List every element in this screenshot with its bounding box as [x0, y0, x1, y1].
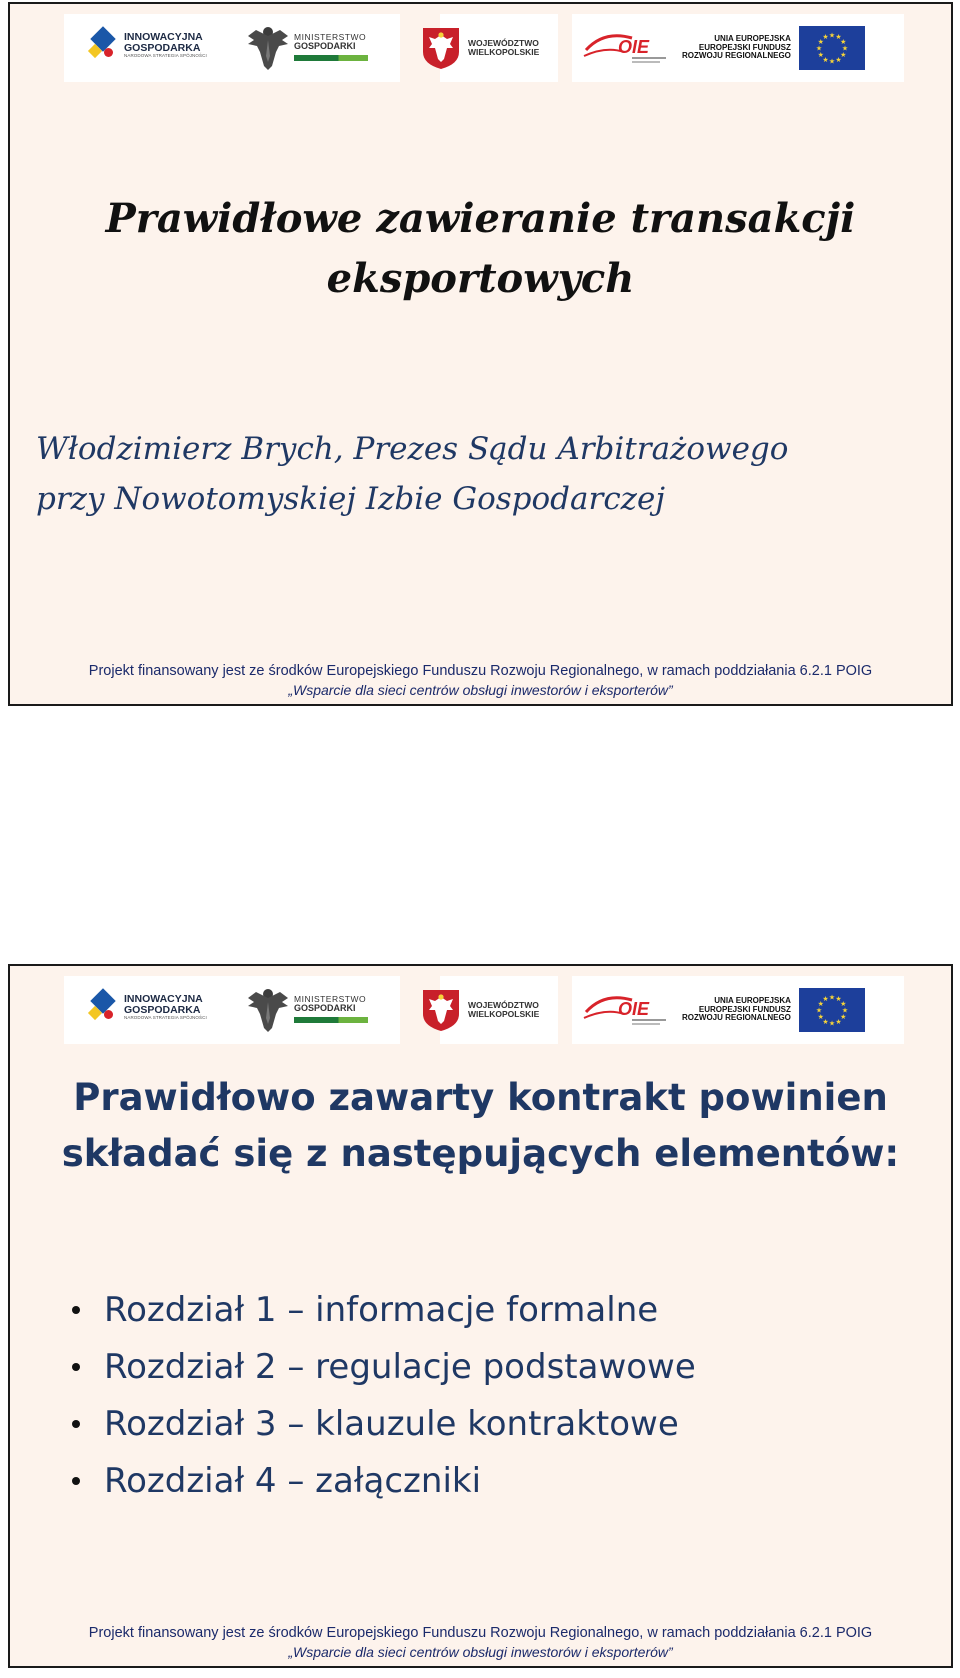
eu-star-icon: ★: [840, 38, 847, 46]
eu-star-icon: ★: [828, 57, 836, 66]
list-item: [72, 1396, 696, 1453]
eu-star-icon: ★: [822, 1017, 829, 1026]
list-item-text: Rozdział 4 – załączniki: [104, 1461, 482, 1501]
funding-footer: [10, 1624, 951, 1662]
logo-text: ROZWOJU REGIONALNEGO: [682, 1013, 791, 1023]
footer-line: Projekt finansowany jest ze środków Europejskiego Funduszu Rozwoju Regionalnego, w ramach poddziałania 6.2.1 POIG: [88, 663, 873, 679]
eu-star-icon: ★: [841, 1006, 849, 1015]
ministerstwo-gospodarki-logo: [246, 22, 368, 72]
eu-star-icon: ★: [815, 44, 823, 53]
logo-text: UNIA EUROPEJSKA: [714, 996, 791, 1006]
bullet-icon: [72, 1306, 80, 1314]
presentation-title: [10, 189, 951, 309]
author-line: Włodzimierz Brych, Prezes Sądu Arbitrażowego: [36, 431, 789, 467]
logo-text: GOSPODARKA: [124, 1003, 201, 1016]
oie-mark-icon: [580, 988, 678, 1032]
wojewodztwo-wielkopolskie-logo: [422, 988, 539, 1032]
logo-text: NARODOWA STRATEGIA SPÓJNOŚCI: [124, 52, 207, 58]
author-line: przy Nowotomyskiej Izbie Gospodarczej: [36, 481, 665, 517]
innowacyjna-gospodarka-logo: [90, 990, 207, 1024]
eu-star-icon: ★: [822, 55, 829, 64]
logo-text: OIE: [618, 37, 650, 57]
list-item: [72, 1282, 696, 1339]
eu-star-icon: ★: [828, 993, 836, 1002]
eu-star-icon: ★: [817, 1013, 824, 1021]
logo-text: WOJEWÓDZTWO: [468, 1000, 539, 1011]
logo-text: OIE: [618, 999, 650, 1019]
eu-flag-icon: [799, 26, 865, 70]
eagle-icon: [246, 22, 290, 72]
chapter-list: [72, 1282, 696, 1510]
funding-footer: [10, 662, 951, 700]
logo-text: WIELKOPOLSKIE: [468, 47, 540, 57]
unia-europejska-logo: [682, 988, 865, 1032]
author-info: [36, 424, 788, 524]
list-item-text: Rozdział 3 – klauzule kontraktowe: [104, 1404, 679, 1444]
logo-strip: [64, 14, 904, 84]
heading-line: składać się z następujących elementów:: [61, 1132, 900, 1175]
coat-of-arms-icon: [422, 988, 460, 1032]
footer-line: „Wsparcie dla sieci centrów obsługi inwestorów i eksporterów”: [288, 1644, 673, 1660]
bullet-icon: [72, 1420, 80, 1428]
eu-star-icon: ★: [840, 51, 847, 59]
logo-text: NARODOWA STRATEGIA SPÓJNOŚCI: [124, 1014, 207, 1020]
eagle-icon: [246, 984, 290, 1034]
logo-stripe: [294, 55, 368, 61]
logo-text: EUROPEJSKI FUNDUSZ: [698, 42, 791, 52]
eu-star-icon: ★: [835, 995, 842, 1004]
innowacyjna-gospodarka-logo: [90, 28, 207, 62]
logo-text: WOJEWÓDZTWO: [468, 38, 539, 49]
list-item-text: Rozdział 1 – informacje formalne: [104, 1290, 659, 1330]
list-item-text: Rozdział 2 – regulacje podstawowe: [104, 1347, 696, 1387]
eu-star-icon: ★: [835, 1017, 842, 1026]
innowacyjna-mark-icon: [90, 990, 116, 1024]
eu-star-icon: ★: [835, 55, 842, 64]
slide-title: [8, 2, 953, 706]
logo-text: WIELKOPOLSKIE: [468, 1009, 540, 1019]
eu-star-icon: ★: [822, 33, 829, 42]
slide-heading: [10, 1070, 951, 1182]
innowacyjna-mark-icon: [90, 28, 116, 62]
title-line: eksportowych: [326, 255, 635, 302]
logo-text: ROZWOJU REGIONALNEGO: [682, 51, 791, 61]
eu-star-icon: ★: [822, 995, 829, 1004]
eu-star-icon: ★: [817, 1000, 824, 1008]
title-line: Prawidłowe zawieranie transakcji: [105, 195, 856, 242]
eu-star-icon: ★: [840, 1000, 847, 1008]
eu-star-icon: ★: [841, 44, 849, 53]
unia-europejska-logo: [682, 26, 865, 70]
oie-mark-icon: [580, 26, 678, 70]
logo-text: INNOWACYJNA: [124, 30, 203, 43]
eu-star-icon: ★: [835, 33, 842, 42]
coat-of-arms-icon: [422, 26, 460, 70]
bullet-icon: [72, 1477, 80, 1485]
footer-line: Projekt finansowany jest ze środków Europejskiego Funduszu Rozwoju Regionalnego, w ramach poddziałania 6.2.1 POIG: [88, 1625, 873, 1641]
oie-logo: [580, 26, 678, 70]
eu-star-icon: ★: [828, 1019, 836, 1028]
eu-star-icon: ★: [828, 31, 836, 40]
logo-stripe: [294, 1017, 368, 1023]
logo-text: GOSPODARKI: [294, 41, 356, 52]
logo-text: MINISTERSTWO: [294, 994, 367, 1005]
logo-text: EUROPEJSKI FUNDUSZ: [698, 1004, 791, 1014]
eu-star-icon: ★: [817, 38, 824, 46]
list-item: [72, 1339, 696, 1396]
logo-text: UNIA EUROPEJSKA: [714, 34, 791, 44]
eu-star-icon: ★: [817, 51, 824, 59]
ministerstwo-gospodarki-logo: [246, 984, 368, 1034]
logo-text: INNOWACYJNA: [124, 992, 203, 1005]
logo-text: GOSPODARKI: [294, 1003, 356, 1014]
logo-strip: [64, 976, 904, 1046]
footer-line: „Wsparcie dla sieci centrów obsługi inwestorów i eksporterów”: [288, 682, 673, 698]
heading-line: Prawidłowo zawarty kontrakt powinien: [73, 1076, 888, 1119]
logo-text: MINISTERSTWO: [294, 32, 367, 43]
eu-star-icon: ★: [815, 1006, 823, 1015]
list-item: [72, 1453, 696, 1510]
slide-contract-elements: [8, 964, 953, 1668]
wojewodztwo-wielkopolskie-logo: [422, 26, 539, 70]
eu-flag-icon: [799, 988, 865, 1032]
bullet-icon: [72, 1363, 80, 1371]
eu-star-icon: ★: [840, 1013, 847, 1021]
logo-text: GOSPODARKA: [124, 41, 201, 54]
oie-logo: [580, 988, 678, 1032]
